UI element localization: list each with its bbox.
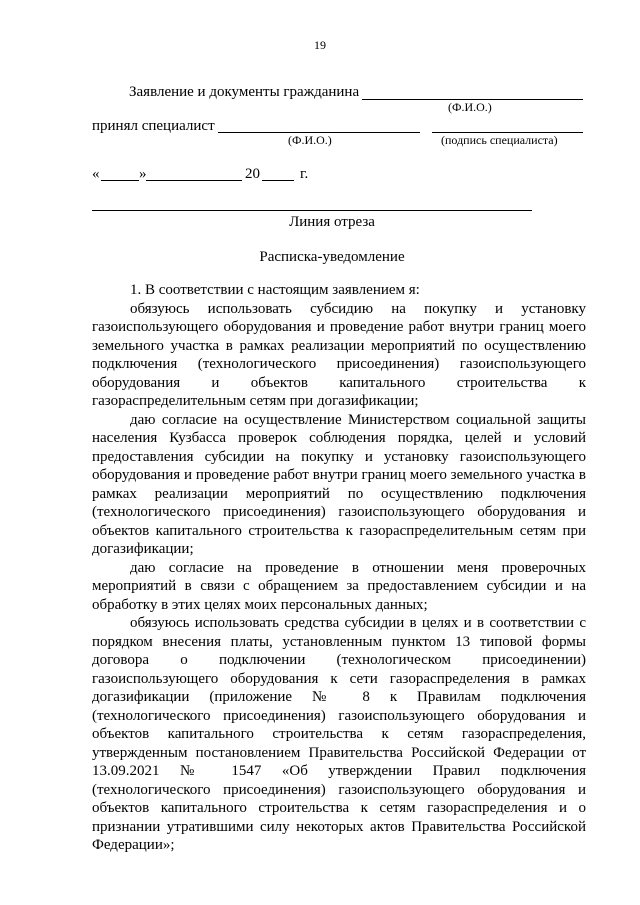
date-month-field: [146, 180, 242, 181]
date-year-prefix: 20: [245, 166, 260, 182]
page-number: 19: [314, 38, 326, 52]
date-day-field: [101, 180, 139, 181]
paragraph-payment-order: обязуюсь использовать средства субсидии в целях и в соответствии с порядком внесения платы, установленным пунктом 13 типовой формы договора о подключении (технологическом присоединении) газоиспользующего оборудования к сети газораспределения в рамках догазификации (приложение № 8 к Правилам подключения (технологического присоединения) газоиспользующего оборудования и объектов капитального строительства к сетям газораспределения, утвержденным постановлением Правительства Российской Федерации от 13.09.2021 № 1547 «Об утверждении Правил подключения (технологического присоединения) газоиспользующего оборудования и объектов капитального строительства к сетям газораспределения и о признании утратившими силу некоторых актов Правительства Российской Федерации»;: [92, 615, 586, 853]
cut-line: [92, 210, 532, 211]
date-year-field: [262, 180, 294, 181]
fio-caption-specialist: (Ф.И.О.): [288, 133, 332, 147]
accepted-by-label: принял специалист: [92, 118, 215, 134]
paragraph-consent-checks: даю согласие на осуществление Министерством социальной защиты населения Кузбасса проверок соблюдения порядка, целей и условий предоставления субсидии на покупку и установку газоиспользующего оборудования и проведение работ внутри границ моего земельного участка в рамках реализации мероприятий по осуществлению подключения (технологического присоединения) газоиспользующего оборудования и объектов капитального строительства к газораспределительным сетям при догазификации;: [92, 411, 586, 557]
paragraph-intro: 1. В соответствии с настоящим заявлением я:: [130, 282, 420, 298]
fio-caption-citizen: (Ф.И.О.): [448, 100, 492, 114]
statement-label: Заявление и документы гражданина: [129, 84, 360, 100]
cut-line-label: Линия отреза: [289, 214, 375, 230]
receipt-body: [92, 281, 586, 855]
date-close-quote: »: [139, 166, 147, 182]
date-open-quote: «: [92, 166, 100, 182]
receipt-title: Расписка-уведомление: [259, 249, 405, 265]
paragraph-consent-data: даю согласие на проведение в отношении меня проверочных мероприятий в связи с обращением за предоставлением субсидии и на обработку в этих целях моих персональных данных;: [92, 559, 586, 613]
signature-caption: (подпись специалиста): [441, 133, 558, 147]
paragraph-use-subsidy: обязуюсь использовать субсидию на покупку и установку газоиспользующего оборудования и проведение работ внутри границ моего земельного участка в рамках реализации мероприятий по осуществлению подключения (технологического присоединения) газоиспользующего оборудования и объектов капитального строительства к газораспределительным сетям при догазификации;: [92, 300, 586, 409]
date-year-suffix: г.: [300, 166, 309, 182]
